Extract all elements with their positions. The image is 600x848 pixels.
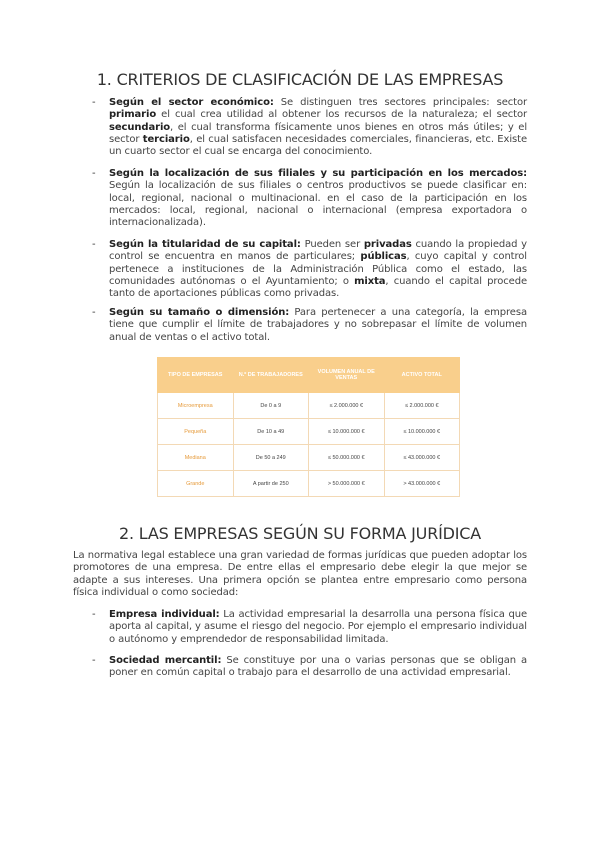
company-size-table [157, 357, 460, 497]
criterion-location-label: Según la localización de sus filiales y su participación en los mercados: [109, 168, 527, 179]
table-row: Mediana De 50 a 249 ≤ 50.000.000 € ≤ 43.000.000 € [158, 445, 460, 471]
bullet-marker: - [92, 655, 96, 666]
criterion-capital: Según la titularidad de su capital: Pueden ser privadas cuando la propiedad y control se encuentra en manos de particulares; públicas, cuyo capital y control pertenece a instituciones de la Administración Pública como el estado, las comunidades autónomas o el Ayuntamiento; o mixta, cuando el capital procede tanto de aportaciones públicas como privadas. [109, 239, 527, 300]
bullet-marker: - [92, 609, 96, 620]
criterion-size: Según su tamaño o dimensión: Para pertenecer a una categoría, la empresa tiene que cumplir el límite de trabajadores y no sobrepasar el límite de volumen anual de ventas o el activo total. [109, 307, 527, 343]
criterion-location: Según la localización de sus filiales y su participación en los mercados: Según la localización de sus filiales o centros productivos se puede clasificar en: local, regional, nacional o multinacional. en el caso de la participación en los mercados: local, regional, nacional o internacional (empresa exportadora o internacionalizada). [109, 168, 527, 229]
form-sociedad-mercantil-label: Sociedad mercantil: [109, 655, 222, 666]
section-1-title: 1. CRITERIOS DE CLASIFICACIÓN DE LAS EMPRESAS [96, 70, 504, 89]
section-2-intro: La normativa legal establece una gran variedad de formas jurídicas que pueden adoptar los promotores de una empresa. De entre ellas el empresario debe elegir la que mejor se adapte a sus intereses. Una primera opción se plantea entre empresario como persona física individual o como sociedad: [73, 550, 527, 598]
table-row: Grande A partir de 250 > 50.000.000 € > 43.000.000 € [158, 471, 460, 497]
bullet-marker: - [92, 168, 96, 179]
header-activo: ACTIVO TOTAL [384, 358, 460, 393]
criterion-size-label: Según su tamaño o dimensión: [109, 307, 290, 318]
form-sociedad-mercantil: Sociedad mercantil: Se constituye por una o varias personas que se obligan a poner en común capital o trabajo para el desarrollo de una actividad empresarial. [109, 655, 527, 679]
bullet-marker: - [92, 97, 96, 108]
bullet-marker: - [92, 307, 96, 318]
section-2-title: 2. LAS EMPRESAS SEGÚN SU FORMA JURÍDICA [118, 524, 481, 543]
header-tipo: TIPO DE EMPRESAS [158, 358, 234, 393]
header-volumen: VOLUMEN ANUAL DE VENTAS [309, 358, 385, 393]
table-header-row [158, 358, 460, 393]
form-empresa-individual-label: Empresa individual: [109, 609, 220, 620]
criterion-sector: Según el sector económico: Se distinguen tres sectores principales: sector primario el cual crea utilidad al obtener los recursos de la naturaleza; el sector secundario, el cual transforma físicamente unos bienes en otros más útiles; y el sector terciario, el cual satisfacen necesidades comerciales, financieras, etc. Existe un cuarto sector el cual se encarga del conocimiento. [109, 97, 527, 158]
header-trabajadores: N.º DE TRABAJADORES [233, 358, 309, 393]
table-row: Pequeña De 10 a 49 ≤ 10.000.000 € ≤ 10.000.000 € [158, 419, 460, 445]
criterion-capital-label: Según la titularidad de su capital: [109, 239, 301, 250]
table-row: Microempresa De 0 a 9 ≤ 2.000.000 € ≤ 2.000.000 € [158, 393, 460, 419]
form-empresa-individual: Empresa individual: La actividad empresarial la desarrolla una persona física que aporta al capital, y asume el riesgo del negocio. Por ejemplo el empresario individual o autónomo y emprendedor de responsabilidad limitada. [109, 609, 527, 645]
bullet-marker: - [92, 239, 96, 250]
criterion-sector-label: Según el sector económico: [109, 97, 274, 108]
